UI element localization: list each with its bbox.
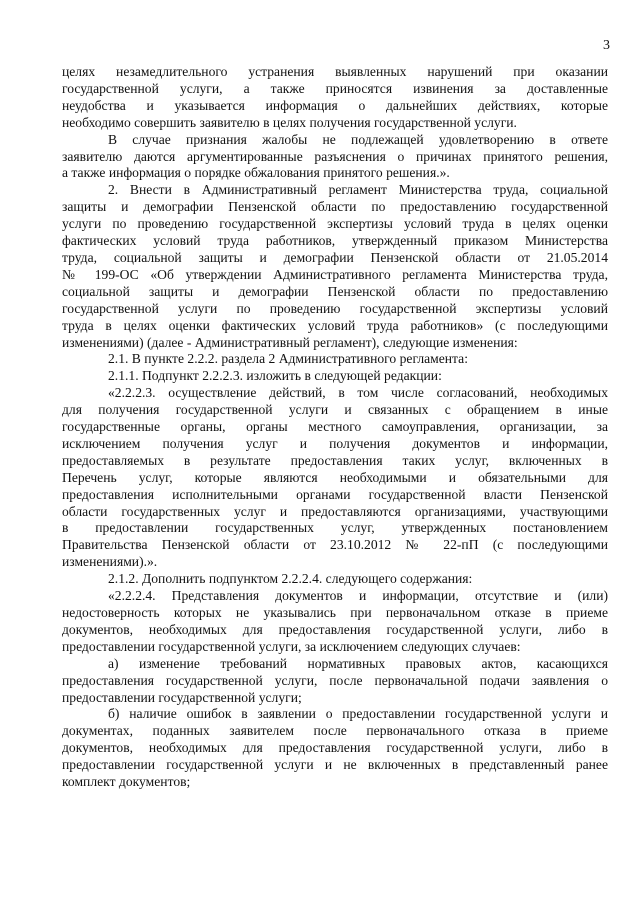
paragraph: [62, 351, 608, 368]
text-line: 2.1.1. Подпункт 2.2.2.3. изложить в следующей редакции:: [108, 368, 442, 384]
text-line: недостоверность которых не указывались при первоначальном отказе в приеме: [62, 605, 608, 620]
text-line: 2.1.2. Дополнить подпунктом 2.2.2.4. следующего содержания:: [108, 571, 473, 587]
text-line: предоставления исполнительными органами государственной власти Пензенской: [62, 486, 608, 502]
text-line: а также информация о порядке обжалования принятого решения.».: [62, 165, 450, 181]
text-line: необходимо совершить заявителю в целях получения государственной услуги.: [62, 114, 517, 130]
text-line: области государственных услуг и предоставляются организациями, участвующими: [62, 503, 608, 519]
paragraph: [62, 706, 608, 791]
text-line: Правительства Пензенской области от 23.10.2012 № 22-пП (с последующими: [62, 537, 608, 553]
text-line: фактических условий труда работников, утвержденный приказом Министерства: [62, 233, 608, 249]
text-line: Перечень услуг, которые являются необходимыми и обязательными для: [62, 469, 608, 485]
text-line: исключением получения услуг и получения документов и информации,: [62, 435, 608, 451]
text-line: № 199-ОС «Об утверждении Административного регламента Министерства труда,: [62, 266, 608, 282]
text-line: комплект документов;: [62, 774, 191, 790]
text-line: целях незамедлительного устранения выявленных нарушений при оказании: [62, 64, 608, 79]
paragraph: [62, 368, 608, 385]
text-line: в предоставлении государственных услуг, утвержденных постановлением: [62, 520, 608, 536]
paragraph: [62, 385, 608, 571]
document-body: [62, 64, 608, 791]
text-line: «2.2.2.3. осуществление действий, в том числе согласований, необходимых: [108, 385, 608, 401]
paragraph: [62, 64, 608, 132]
page-number: 3: [603, 38, 610, 53]
text-line: труда в целях оценки фактических условий труда работников» (с последующими: [62, 317, 608, 333]
text-line: документов, необходимых для предоставления государственной услуги, либо в: [62, 621, 608, 637]
text-line: неудобства и указывается информация о дальнейших действиях, которые: [62, 97, 608, 113]
text-line: предоставлении государственной услуги и не включенных в представленный ранее: [62, 757, 608, 773]
text-line: изменениями).».: [62, 554, 158, 570]
text-line: «2.2.2.4. Представления документов и информации, отсутствие и (или): [108, 588, 608, 604]
text-line: документах, поданных заявителем после первоначального отказа в приеме: [62, 723, 608, 739]
text-line: предоставляемых в результате предоставления таких услуг, включенных в: [62, 452, 608, 468]
text-line: предоставлении государственной услуги, за исключением следующих случаев:: [62, 638, 521, 654]
text-line: изменениями) (далее - Административный регламент), следующие изменения:: [62, 334, 518, 350]
text-line: документов, необходимых для предоставления государственной услуги, либо в: [62, 740, 608, 756]
text-line: В случае признания жалобы не подлежащей удовлетворению в ответе: [108, 131, 608, 147]
text-line: 2. Внести в Административный регламент Министерства труда, социальной: [108, 182, 608, 198]
text-line: предоставлении государственной услуги;: [62, 689, 302, 705]
text-line: предоставления государственной услуги, после первоначальной подачи заявления о: [62, 672, 608, 688]
text-line: государственной услуги по проведению государственной экспертизы условий: [62, 300, 608, 316]
text-line: 2.1. В пункте 2.2.2. раздела 2 Административного регламента:: [108, 351, 468, 367]
text-line: государственные органы, органы местного самоуправления, организации, за: [62, 419, 608, 435]
paragraph: [62, 656, 608, 707]
text-line: государственной услуги, а также приносятся извинения за доставленные: [62, 80, 608, 96]
text-line: социальной защиты и демографии Пензенской области по предоставлению: [62, 283, 608, 299]
paragraph: [62, 182, 608, 351]
text-line: труда, социальной защиты и демографии Пензенской области от 21.05.2014: [62, 249, 608, 265]
text-line: б) наличие ошибок в заявлении о предоставлении государственной услуги и: [108, 706, 608, 722]
text-line: для получения государственной услуги и связанных с обращением в иные: [62, 402, 608, 418]
text-line: а) изменение требований нормативных правовых актов, касающихся: [108, 655, 608, 671]
paragraph: [62, 571, 608, 588]
paragraph: [62, 132, 608, 183]
text-line: услуги по проведению государственной экспертизы условий труда в целях оценки: [62, 216, 608, 232]
paragraph: [62, 588, 608, 656]
text-line: защиты и демографии Пензенской области по предоставлению государственной: [62, 199, 608, 215]
text-line: заявителю даются аргументированные разъяснения о причинах принятого решения,: [62, 148, 608, 164]
